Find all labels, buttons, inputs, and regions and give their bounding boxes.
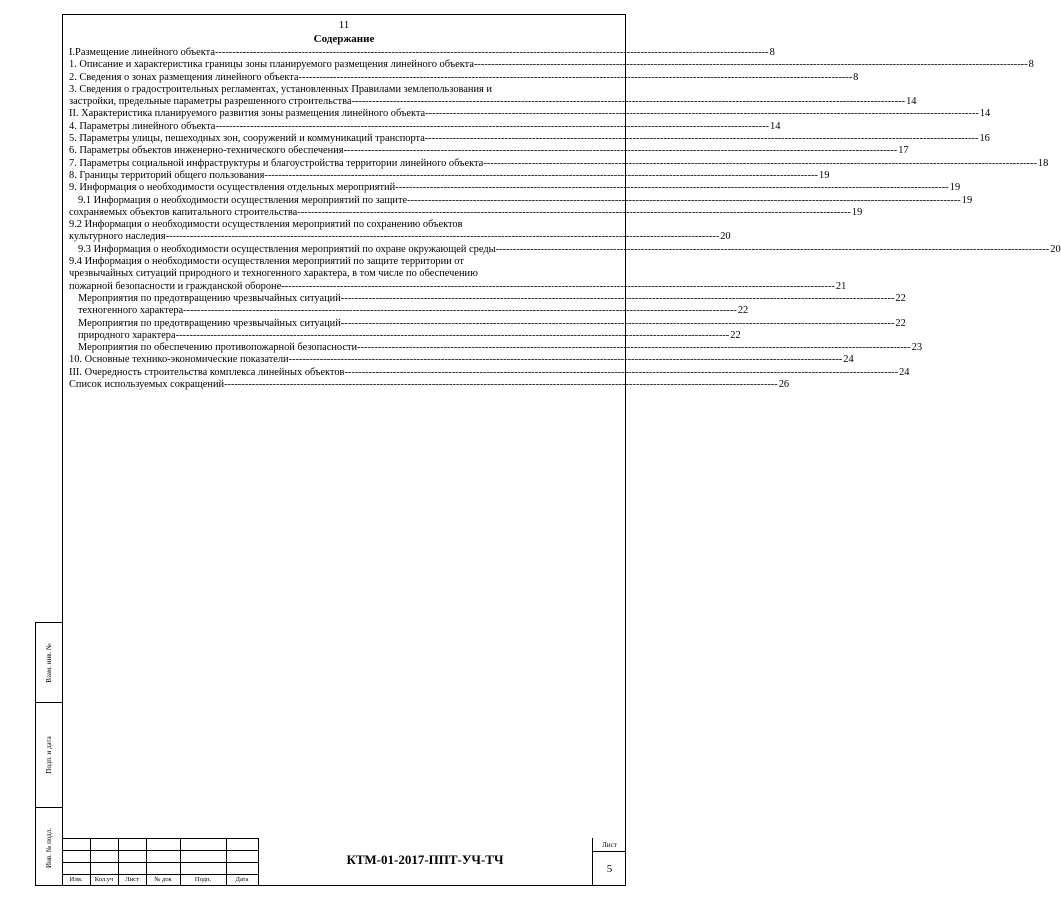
toc-entry-title: 9. Информация о необходимости осуществления отдельных мероприятий (69, 182, 396, 194)
stamp-col-list: Лист (125, 876, 139, 883)
toc-entry-page: 19 (961, 194, 973, 206)
toc-entry[interactable] (69, 317, 906, 330)
toc-entry-title: Мероприятия по предотвращению чрезвычайных ситуаций (78, 317, 341, 329)
toc-entry-title: II. Характеристика планируемого развития зоны размещения линейного объекта (69, 108, 426, 120)
toc-line: 9.4 Информация о необходимости осуществления мероприятий по защите территории от (69, 256, 464, 268)
toc-leader (299, 72, 853, 84)
toc-entry[interactable] (69, 194, 973, 207)
stamp-col-podp: Подп. (194, 876, 212, 883)
toc-entry[interactable] (69, 120, 781, 133)
toc-entry-page: 8 (769, 47, 775, 58)
toc-entry-title: 1. Описание и характеристика границы зоны планируемого размещения линейного объекта (69, 59, 474, 71)
toc-entry-title: застройки, предельные параметры разрешенного строительства (69, 96, 352, 108)
toc-leader (425, 133, 979, 145)
toc-entry-title: 4. Параметры линейного объекта (69, 120, 216, 132)
toc-entry[interactable] (69, 157, 1049, 170)
toc-leader (395, 182, 949, 194)
toc-entry-page: 22 (737, 305, 749, 317)
toc-entry-page: 19 (851, 206, 863, 218)
toc-entry-title: Мероприятия по предотвращению чрезвычайных ситуаций (78, 292, 341, 304)
toc-entry[interactable] (69, 366, 910, 379)
toc-entry-page: 8 (853, 71, 859, 83)
toc-entry-title: 2. Сведения о зонах размещения линейного объекта (69, 71, 299, 83)
toc-entry-title: пожарной безопасности и гражданской обороне (69, 280, 282, 292)
toc-entry[interactable] (69, 133, 990, 145)
toc-line: 3. Сведения о градостроительных регламентах, установленных Правилами землепользования и (69, 83, 492, 95)
toc-entry-title: 9.3 Информация о необходимости осуществления мероприятий по охране окружающей среды (78, 243, 496, 255)
toc-entry-page: 17 (898, 145, 909, 157)
side-cell-inv-replace (36, 623, 62, 703)
toc-entry-page: 24 (899, 366, 910, 378)
toc-entry-page: 22 (895, 292, 906, 304)
toc-entry[interactable] (69, 145, 909, 157)
toc-leader (264, 170, 818, 182)
toc-leader (496, 244, 1050, 256)
toc-entry[interactable] (69, 47, 775, 59)
toc-leader (341, 293, 895, 305)
toc-leader (281, 281, 835, 293)
toc-leader (357, 342, 911, 354)
toc-leader (289, 354, 843, 366)
page-title: Содержание (313, 33, 375, 45)
toc-entry-title: сохраняемых объектов капитального строительства (69, 206, 298, 218)
toc-entry-title: 9.1 Информация о необходимости осуществления мероприятий по защите (78, 194, 408, 206)
top-sheet-number: 11 (338, 19, 350, 31)
toc-entry-page: 26 (778, 379, 790, 391)
toc-leader (425, 108, 979, 120)
toc-entry-page: 18 (1037, 157, 1049, 169)
toc-entry-page: 19 (949, 182, 961, 194)
toc-entry-title: Мероприятия по обеспечению противопожарной безопасности (78, 342, 358, 354)
toc-entry[interactable] (69, 342, 923, 354)
toc-leader (166, 231, 720, 243)
side-label-sign-date: Подп. и дата (45, 736, 53, 774)
toc-entry[interactable] (69, 305, 749, 317)
stamp-col-izm: Изм. (69, 876, 83, 883)
toc-entry-page: 16 (979, 133, 990, 145)
toc-line: 9.2 Информация о необходимости осуществления мероприятий по сохранению объектов (69, 219, 463, 231)
toc-entry[interactable] (69, 169, 830, 182)
toc-leader (341, 318, 895, 330)
side-label-inv-orig: Инв. № подл. (45, 827, 53, 868)
toc-entry[interactable] (69, 182, 961, 194)
toc-entry[interactable] (69, 354, 854, 366)
toc-entry-page: 14 (770, 120, 781, 132)
toc-entry[interactable] (69, 108, 991, 120)
toc-entry-title: 5. Параметры улицы, пешеходных зон, сооружений и коммуникаций транспорта (69, 133, 425, 145)
toc-entry-title: 10. Основные технико-экономические показатели (69, 354, 289, 366)
toc-entry-title: культурного наследия (69, 231, 166, 243)
toc-leader (183, 305, 737, 317)
toc-leader (344, 367, 898, 379)
toc-entry-title: техногенного характера (78, 305, 184, 317)
toc-entry[interactable] (69, 231, 731, 243)
toc-entry[interactable] (69, 96, 917, 108)
toc-leader (215, 47, 769, 59)
toc-entry-title: 8. Границы территорий общего пользования (69, 169, 265, 181)
toc-entry[interactable] (69, 292, 906, 305)
table-of-contents (69, 47, 1061, 391)
toc-entry[interactable] (69, 206, 863, 219)
title-block (62, 838, 626, 886)
toc-entry-page: 21 (835, 280, 847, 292)
toc-entry-page: 8 (1028, 59, 1034, 71)
toc-entry-page: 22 (730, 329, 741, 341)
toc-entry-title: природного характера (78, 329, 176, 341)
stamp-col-ndok: № док (154, 876, 172, 883)
toc-entry-page: 22 (895, 317, 906, 329)
document-code: КТМ-01-2017-ППТ-УЧ-ТЧ (346, 852, 504, 867)
toc-leader (297, 207, 851, 219)
toc-entry[interactable] (69, 71, 859, 84)
toc-leader (344, 145, 898, 157)
toc-leader (483, 158, 1037, 170)
side-stamp (35, 622, 62, 886)
toc-leader (351, 96, 905, 108)
sheet-label: Лист (602, 841, 617, 849)
toc-entry[interactable] (69, 280, 847, 293)
side-label-inv-replace: Взам. инв. № (45, 642, 53, 683)
toc-entry-page: 19 (819, 169, 830, 181)
sheet-number: 5 (606, 863, 613, 875)
page-frame (62, 14, 1061, 886)
toc-entry-title: 6. Параметры объектов инженерно-технического обеспечения (69, 145, 344, 157)
toc-entry-title: I.Размещение линейного объекта (69, 47, 215, 58)
toc-entry[interactable] (69, 379, 790, 391)
side-cell-inv-orig (36, 808, 62, 887)
toc-entry-title: III. Очередность строительства комплекса линейных объектов (69, 366, 345, 378)
toc-leader (474, 59, 1028, 71)
toc-entry-title: Список используемых сокращений (69, 379, 225, 391)
toc-entry-page: 20 (1050, 243, 1061, 255)
toc-entry[interactable] (69, 59, 1034, 71)
toc-leader (215, 121, 769, 133)
toc-leader (224, 379, 778, 391)
toc-leader (176, 330, 730, 342)
stamp-col-koluch: Кол.уч (94, 876, 114, 883)
toc-entry-page: 14 (979, 108, 991, 120)
toc-entry-title: 7. Параметры социальной инфраструктуры и благоустройства территории линейного объекта (69, 157, 484, 169)
toc-leader (407, 195, 961, 207)
toc-entry[interactable] (69, 243, 1061, 256)
toc-line: чрезвычайных ситуаций природного и техногенного характера, в том числе по обеспечению (69, 268, 478, 280)
toc-entry-page: 20 (720, 231, 731, 243)
toc-entry-page: 24 (843, 354, 854, 366)
toc-entry-page: 23 (911, 342, 923, 354)
side-cell-sign-date (36, 703, 62, 808)
toc-entry-page: 14 (906, 96, 917, 108)
toc-entry[interactable] (69, 329, 741, 342)
stamp-col-data: Дата (235, 876, 249, 883)
